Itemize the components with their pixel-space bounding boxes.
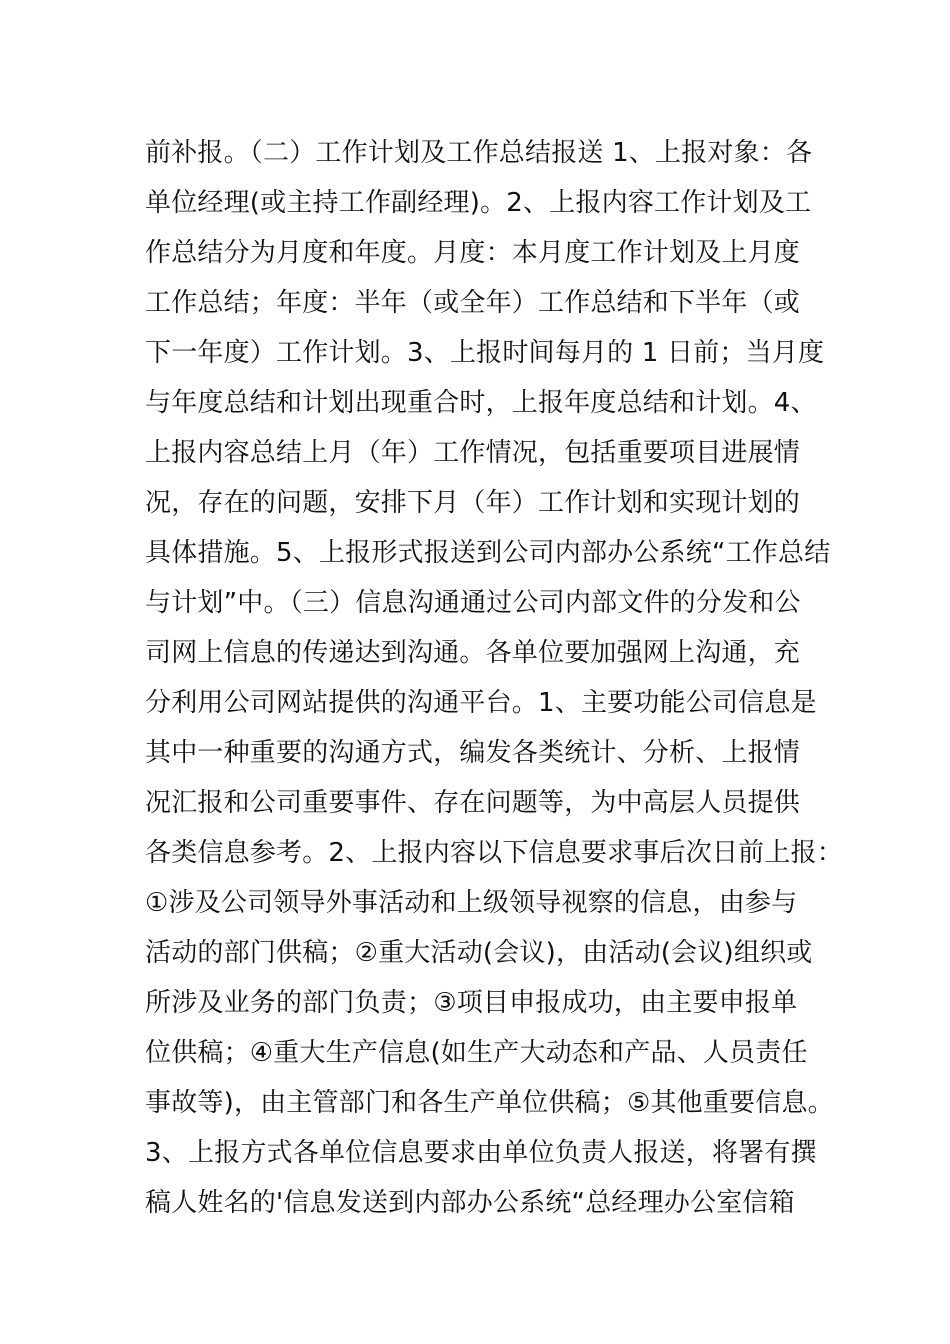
text-line: 司网上信息的传递达到沟通。各单位要加强网上沟通，充 xyxy=(145,638,801,668)
text-line: 与年度总结和计划出现重合时，上报年度总结和计划。4、 xyxy=(145,388,817,418)
text-line: 单位经理(或主持工作副经理)。2、上报内容工作计划及工 xyxy=(145,188,812,218)
text-line: 具体措施。5、上报形式报送到公司内部办公系统“工作总结 xyxy=(145,538,831,568)
text-line: 稿人姓名的'信息发送到内部办公系统“总经理办公室信箱 xyxy=(145,1188,795,1218)
text-line: 作总结分为月度和年度。月度：本月度工作计划及上月度 xyxy=(145,238,801,268)
text-line: 上报内容总结上月（年）工作情况，包括重要项目进展情 xyxy=(145,438,801,468)
text-line: ①涉及公司领导外事活动和上级领导视察的信息，由参与 xyxy=(145,888,798,918)
text-line: 活动的部门供稿；②重大活动(会议)，由活动(会议)组织或 xyxy=(145,938,813,968)
text-line: 所涉及业务的部门负责；③项目申报成功，由主要申报单 xyxy=(145,988,798,1018)
text-line: 事故等)，由主管部门和各生产单位供稿；⑤其他重要信息。 xyxy=(145,1088,834,1118)
body-text xyxy=(145,128,843,1228)
text-line: 各类信息参考。2、上报内容以下信息要求事后次日前上报： xyxy=(145,838,843,868)
text-line: 况，存在的问题，安排下月（年）工作计划和实现计划的 xyxy=(145,488,801,518)
text-line: 其中一种重要的沟通方式，编发各类统计、分析、上报情 xyxy=(145,738,801,768)
text-line: 况汇报和公司重要事件、存在问题等，为中高层人员提供 xyxy=(145,788,801,818)
text-line: 工作总结；年度：半年（或全年）工作总结和下半年（或 xyxy=(145,288,801,318)
text-line: 前补报。（二）工作计划及工作总结报送 1、上报对象：各 xyxy=(145,138,813,168)
text-line: 与计划”中。（三）信息沟通通过公司内部文件的分发和公 xyxy=(145,588,801,618)
text-line: 下一年度）工作计划。3、上报时间每月的 1 日前；当月度 xyxy=(145,338,825,368)
text-line: 位供稿；④重大生产信息(如生产大动态和产品、人员责任 xyxy=(145,1038,808,1068)
text-line: 分利用公司网站提供的沟通平台。1、主要功能公司信息是 xyxy=(145,688,817,718)
text-line: 3、上报方式各单位信息要求由单位负责人报送，将署有撰 xyxy=(145,1138,817,1168)
